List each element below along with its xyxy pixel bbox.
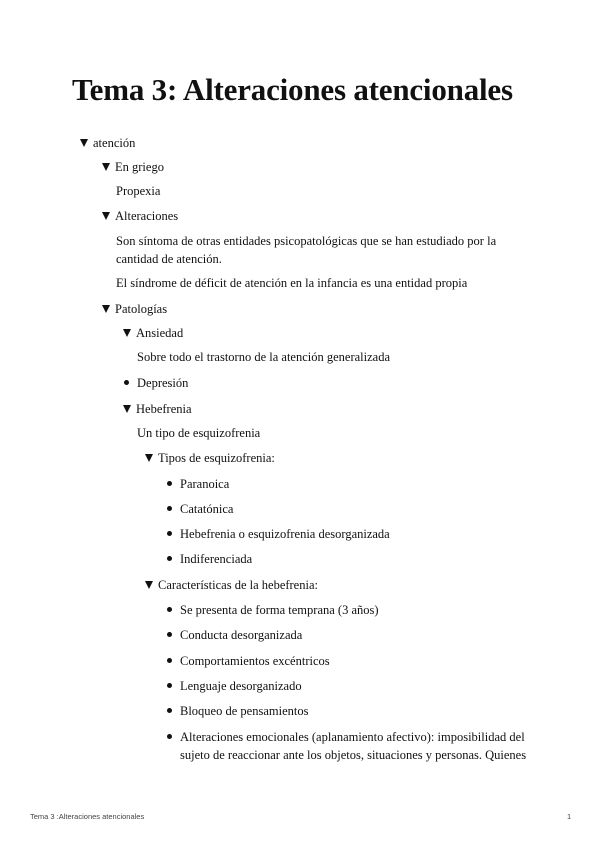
list-item-label: Comportamientos excéntricos <box>180 654 330 668</box>
bullet-icon <box>167 556 172 561</box>
toggle-label: Patologías <box>115 302 168 316</box>
toggle-triangle-icon[interactable] <box>145 454 153 462</box>
list-item <box>167 703 308 719</box>
bullet-icon <box>167 734 172 739</box>
list-item <box>167 526 390 542</box>
paragraph: Propexia <box>116 184 161 198</box>
list-item <box>167 729 525 745</box>
list-item-label: Alteraciones emocionales (aplanamiento afectivo): imposibilidad del <box>180 730 525 744</box>
toggle-caracteristicas[interactable] <box>145 577 318 593</box>
bullet-icon <box>167 481 172 486</box>
toggle-triangle-icon[interactable] <box>102 212 110 220</box>
footer-title: Tema 3 :Alteraciones atencionales <box>30 812 145 821</box>
toggle-triangle-icon[interactable] <box>123 405 131 413</box>
list-item-label: Se presenta de forma temprana (3 años) <box>180 603 379 617</box>
list-item <box>124 375 188 391</box>
toggle-label: Características de la hebefrenia: <box>158 578 318 592</box>
bullet-icon <box>167 683 172 688</box>
list-item <box>167 551 252 567</box>
bullet-icon <box>167 506 172 511</box>
list-item-continuation: sujeto de reaccionar ante los objetos, situaciones y personas. Quienes <box>180 748 527 762</box>
bullet-icon <box>167 708 172 713</box>
toggle-label: Hebefrenia <box>136 402 192 416</box>
toggle-triangle-icon[interactable] <box>102 305 110 313</box>
toggle-triangle-icon[interactable] <box>123 329 131 337</box>
toggle-atencion[interactable] <box>80 135 135 151</box>
toggle-triangle-icon[interactable] <box>145 581 153 589</box>
list-item-label: Depresión <box>137 376 189 390</box>
toggle-label: Ansiedad <box>136 326 184 340</box>
paragraph: El síndrome de déficit de atención en la infancia es una entidad propia <box>116 276 468 290</box>
toggle-label: Alteraciones <box>115 209 179 223</box>
toggle-label: atención <box>93 136 136 150</box>
list-item <box>167 627 302 643</box>
toggle-triangle-icon[interactable] <box>80 139 88 147</box>
list-item-label: Lenguaje desorganizado <box>180 679 302 693</box>
bullet-icon <box>167 607 172 612</box>
list-item-label: Hebefrenia o esquizofrenia desorganizada <box>180 527 390 541</box>
list-item-label: Paranoica <box>180 477 230 491</box>
list-item <box>167 678 302 694</box>
list-item-label: Catatónica <box>180 502 234 516</box>
paragraph: Son síntoma de otras entidades psicopatológicas que se han estudiado por la <box>116 234 497 248</box>
toggle-tipos[interactable] <box>145 450 275 466</box>
toggle-alteraciones[interactable] <box>102 208 178 224</box>
list-item <box>167 602 379 618</box>
list-item <box>167 653 330 669</box>
list-item-label: Indiferenciada <box>180 552 253 566</box>
bullet-icon <box>167 531 172 536</box>
toggle-label: En griego <box>115 160 164 174</box>
toggle-triangle-icon[interactable] <box>102 163 110 171</box>
list-item <box>167 501 233 517</box>
toggle-en-griego[interactable] <box>102 159 164 175</box>
toggle-label: Tipos de esquizofrenia: <box>158 451 275 465</box>
bullet-icon <box>124 380 129 385</box>
toggle-hebefrenia[interactable] <box>123 401 192 417</box>
bullet-icon <box>167 658 172 663</box>
page-title: Tema 3: Alteraciones atencionales <box>72 72 513 107</box>
page-number: 1 <box>567 812 572 821</box>
paragraph: Sobre todo el trastorno de la atención generalizada <box>137 350 391 364</box>
toggle-patologias[interactable] <box>102 301 167 317</box>
paragraph: Un tipo de esquizofrenia <box>137 426 261 440</box>
bullet-icon <box>167 632 172 637</box>
paragraph: cantidad de atención. <box>116 252 222 266</box>
list-item <box>167 476 229 492</box>
list-item-label: Bloqueo de pensamientos <box>180 704 309 718</box>
toggle-ansiedad[interactable] <box>123 325 183 341</box>
list-item-label: Conducta desorganizada <box>180 628 303 642</box>
